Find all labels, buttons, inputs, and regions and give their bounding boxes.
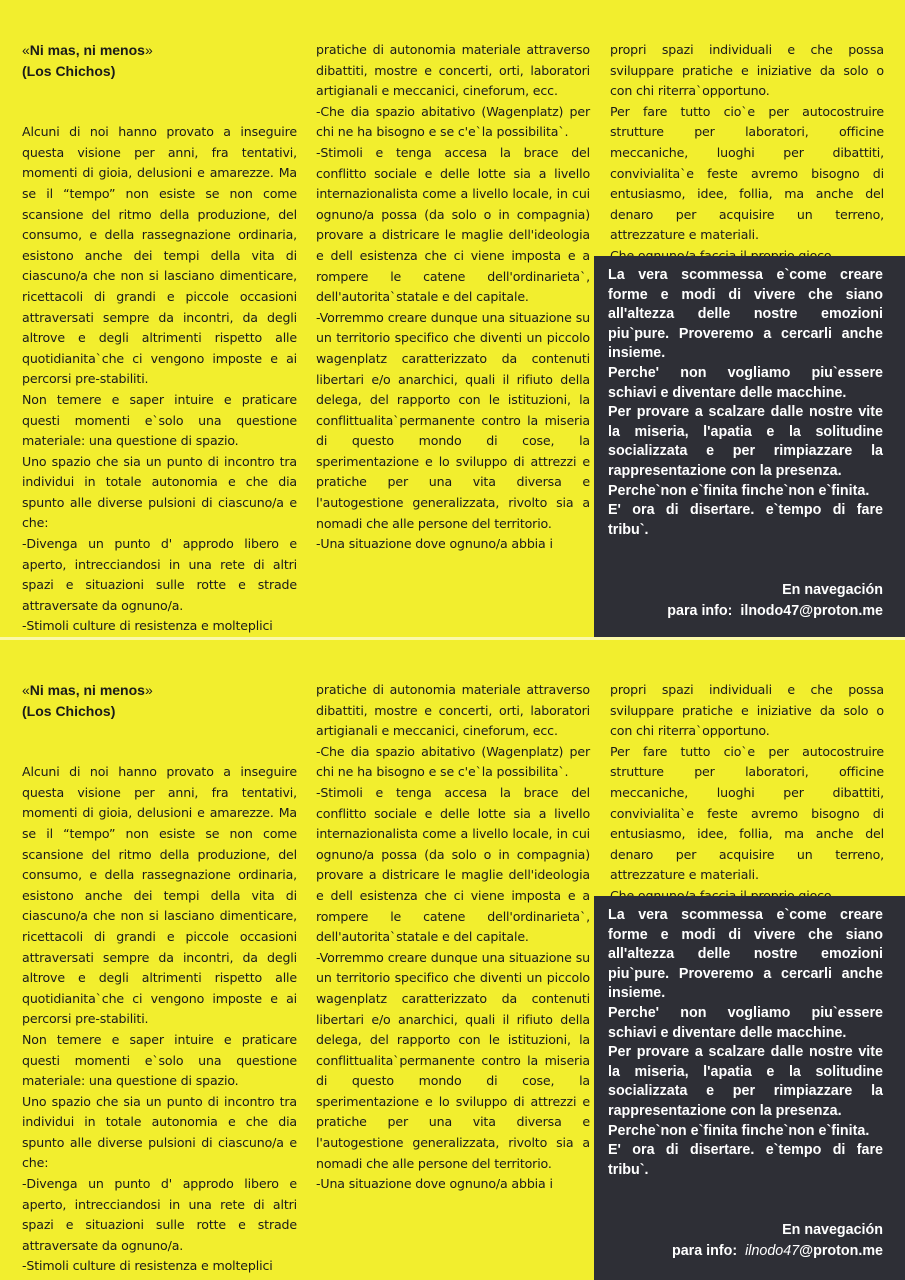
paragraph: Alcuni di noi hanno provato a inseguire questa visione per anni, fra tentativi, momenti di gioia, delusioni e amarezze. Ma se il “tempo” non esiste se non come scansione del ritmo della produzione, del consumo, e della rassegnazione ordinaria, esistono anche dei tempi della vita di ciascuno/a che non si lasciano dimenticare, ricettacoli di grandi e piccole occasioni attraversati sempre da incontri, da degli altrove e degli altrimenti rispetto alle quotidianita`che ci vengono imposte e ai percorsi pre-stabiliti. (22, 124, 297, 387)
paragraph: Alcuni di noi hanno provato a inseguire questa visione per anni, fra tentativi, momenti di gioia, delusioni e amarezze. Ma se il “tempo” non esiste se non come scansione del ritmo della produzione, del consumo, e della rassegnazione ordinaria, esistono anche dei tempi della vita di ciascuno/a che non si lasciano dimenticare, ricettacoli di grandi e piccole occasioni attraversati sempre da incontri, da degli altrove e degli altrimenti rispetto alle quotidianita`che ci vengono imposte e ai percorsi pre-stabiliti. (22, 764, 297, 1027)
manifesto-box (594, 256, 905, 640)
contact-credits (672, 1220, 883, 1262)
paragraph: -Divenga un punto d' approdo libero e aperto, intrecciandosi in una rete di altri spazi e situazioni sulle rotte e strade attraversate da ognuno/a. (22, 1176, 297, 1253)
artist-name: (Los Chichos) (22, 62, 116, 79)
navigation-label: En navegación (782, 1222, 883, 1238)
paragraph: -Stimoli culture di resistenza e molteplici (22, 618, 273, 634)
text-column-3 (610, 680, 884, 907)
manifesto-box (594, 896, 905, 1280)
box-paragraph: E' ora di disertare. e`tempo di fare tribu`. (608, 1142, 883, 1178)
paragraph: -Che dia spazio abitativo (Wagenplatz) per chi ne ha bisogno e se c'e`la possibilita`. (316, 103, 590, 140)
paragraph: Non temere e saper intuire e praticare questi momenti e`solo una questione materiale: una questione di spazio. (22, 391, 297, 449)
box-paragraph: Perche' non vogliamo piu`essere schiavi e diventare delle macchine. (608, 1004, 883, 1041)
paragraph: pratiche di autonomia materiale attraverso dibattiti, mostre e concerti, orti, laboratori artigianali e meccanici, cineforum, ecc. (316, 682, 590, 739)
paragraph: -Una situazione dove ognuno/a abbia i (316, 1176, 553, 1192)
paragraph: -Divenga un punto d' approdo libero e aperto, intrecciandosi in una rete di altri spazi e situazioni sulle rotte e strade attraversate da ognuno/a. (22, 536, 297, 613)
paragraph: propri spazi individuali e che possa sviluppare pratiche e iniziative da solo o con chi riterra`opportuno. (610, 42, 884, 99)
info-label: para info: (667, 603, 733, 619)
paragraph: Non temere e saper intuire e praticare questi momenti e`solo una questione materiale: una questione di spazio. (22, 1031, 297, 1089)
paragraph: -Stimoli culture di resistenza e molteplici (22, 1258, 273, 1274)
email-link[interactable]: ilnodo47@proton.me (740, 603, 883, 619)
box-paragraph: Per provare a scalzare dalle nostre vite la miseria, l'apatia e la solitudine socializzata e per rimpiazzare la rappresentazione con la presenza. (608, 1044, 883, 1119)
song-title: «Ni mas, ni menos» (22, 42, 153, 58)
paragraph: Per fare tutto cio`e per autocostruire strutture per laboratori, officine meccaniche, luoghi per dibattiti, convivialita`e feste avremo bisogno di entusiasmo, idee, follia, ma anche del denaro per acquisire un terreno, attrezzature e materiali. (610, 103, 884, 243)
text-column-2 (316, 680, 590, 1195)
flyer-copy-bottom (0, 640, 905, 1280)
paragraph: Per fare tutto cio`e per autocostruire strutture per laboratori, officine meccaniche, luoghi per dibattiti, convivialita`e feste avremo bisogno di entusiasmo, idee, follia, ma anche del denaro per acquisire un terreno, attrezzature e materiali. (610, 743, 884, 883)
paragraph: -Stimoli e tenga accesa la brace del conflitto sociale e delle lotte sia a livello internazionalista come a livello locale, in cui ognuno/a possa (da solo o in compagnia) provare a districare le maglie dell'ideologia e dell esistenza che ci viene imposta e a rompere le catene dell'ordinarieta`, dell'autorita`statale e del capitale. (316, 144, 590, 305)
paragraph: pratiche di autonomia materiale attraverso dibattiti, mostre e concerti, orti, laboratori artigianali e meccanici, cineforum, ecc. (316, 42, 590, 99)
info-label: para info: (672, 1243, 738, 1259)
paragraph: -Vorremmo creare dunque una situazione su un territorio specifico che diventi un piccolo wagenplatz caratterizzato da contenuti libertari e/o anarchici, quali il rifiuto della delega, del rapporto con le istituzioni, la conflittualita`permanente contro la miseria di questo mondo di cose, la sperimentazione e lo sviluppo di attrezzi e pratiche per una vita diversa e l'autogestione generalizzata, rivolto sia a nomadi che alle persone del territorio. (316, 309, 590, 531)
paragraph: -Una situazione dove ognuno/a abbia i (316, 536, 553, 552)
box-paragraph: Perche`non e`finita finche`non e`finita. (608, 1122, 870, 1139)
paragraph: -Stimoli e tenga accesa la brace del conflitto sociale e delle lotte sia a livello internazionalista come a livello locale, in cui ognuno/a possa (da solo o in compagnia) provare a districare le maglie dell'ideologia e dell esistenza che ci viene imposta e a rompere le catene dell'ordinarieta`, dell'autorita`statale e del capitale. (316, 784, 590, 945)
paragraph: propri spazi individuali e che possa sviluppare pratiche e iniziative da solo o con chi riterra`opportuno. (610, 682, 884, 739)
text-column-1 (22, 680, 297, 1277)
email-link[interactable]: ilnodo47@proton.me (745, 1243, 883, 1259)
contact-credits (667, 580, 883, 622)
contact-line (672, 1241, 883, 1262)
paragraph: Uno spazio che sia un punto di incontro tra individui in totale autonomia e che dia spunto alle diverse pulsioni di ciascuno/a e che: (22, 1093, 297, 1171)
paragraph: -Vorremmo creare dunque una situazione su un territorio specifico che diventi un piccolo wagenplatz caratterizzato da contenuti libertari e/o anarchici, quali il rifiuto della delega, del rapporto con le istituzioni, la conflittualita`permanente contro la miseria di questo mondo di cose, la sperimentazione e lo sviluppo di attrezzi e pratiche per una vita diversa e l'autogestione generalizzata, rivolto sia a nomadi che alle persone del territorio. (316, 949, 590, 1171)
text-column-2 (316, 40, 590, 555)
box-paragraph: La vera scommessa e`come creare forme e modi di vivere che siano all'altezza delle nostre emozioni piu`pure. Proveremo a cercarli anche insieme. (608, 267, 883, 362)
box-paragraph: Perche`non e`finita finche`non e`finita. (608, 482, 870, 499)
navigation-label: En navegación (782, 582, 883, 598)
paragraph: Uno spazio che sia un punto di incontro tra individui in totale autonomia e che dia spunto alle diverse pulsioni di ciascuno/a e che: (22, 453, 297, 531)
contact-line (667, 601, 883, 622)
box-paragraph: Per provare a scalzare dalle nostre vite la miseria, l'apatia e la solitudine socializzata e per rimpiazzare la rappresentazione con la presenza. (608, 404, 883, 479)
text-column-1 (22, 40, 297, 637)
box-paragraph: Perche' non vogliamo piu`essere schiavi e diventare delle macchine. (608, 364, 883, 401)
song-title: «Ni mas, ni menos» (22, 682, 153, 698)
box-paragraph: La vera scommessa e`come creare forme e modi di vivere che siano all'altezza delle nostre emozioni piu`pure. Proveremo a cercarli anche insieme. (608, 907, 883, 1002)
text-column-3 (610, 40, 884, 267)
paragraph: -Che dia spazio abitativo (Wagenplatz) per chi ne ha bisogno e se c'e`la possibilita`. (316, 743, 590, 780)
box-paragraph: E' ora di disertare. e`tempo di fare tribu`. (608, 502, 883, 538)
artist-name: (Los Chichos) (22, 702, 116, 719)
